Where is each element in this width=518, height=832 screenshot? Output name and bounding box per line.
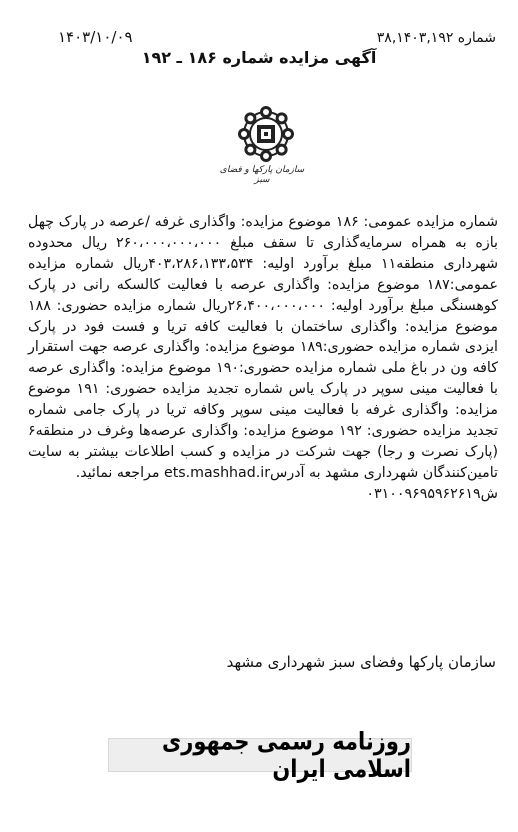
issuing-organization: سازمان پارکها وفضای سبز شهرداری مشهد xyxy=(226,653,496,671)
logo-caption: سازمان پارکها و فضای سبز xyxy=(219,165,305,185)
newspaper-stamp xyxy=(108,727,412,783)
tracking-number: ش۰۳۱۰۰۹۶۹۵۹۶۲۶۱۹ xyxy=(366,485,498,502)
announcement-body xyxy=(28,212,498,505)
announcement-paragraph: شماره مزایده عمومی: ۱۸۶ موضوع مزایده: واگذاری غرفه /عرصه در پارک چهل بازه به همراه سرمایه‌گذاری تا سقف مبلغ ۲۶۰،۰۰۰،۰۰۰،۰۰۰ ریال محدوده شهرداری منطقه۱۱ مبلغ برآورد اولیه: ۴۰۳،۲۸۶،۱۳۳،۵۳۴ریال شماره مزایده عمومی:۱۸۷ موضوع مزایده: واگذاری عرصه با فعالیت کالسکه رانی در پارک کوهسنگی مبلغ برآورد اولیه: ۲۶،۴۰۰،۰۰۰،۰۰۰ریال شماره مزایده حضوری: ۱۸۸ موضوع مزایده: واگذاری ساختمان با فعالیت کافه تریا و فست فود در پارک ایزدی شماره مزایده حضوری:۱۸۹ موضوع مزایده: واگذاری عرصه جهت استقرار کافه ون در باغ ملی شماره مزایده حضوری:۱۹۰ موضوع مزایده: واگذاری عرصه با فعالیت مینی سوپر در پارک یاس شماره تجدید مزایده حضوری: ۱۹۱ موضوع مزایده: واگذاری غرفه با فعالیت مینی سوپر وکافه تریا در پارک جامی شماره تجدید مزایده حضوری: ۱۹۲ موضوع مزایده: واگذاری عرصه‌ها وغرف در منطقه۶ (پارک نصرت و رجا) جهت شرکت در مزایده و کسب اطلاعات بیشتر به سایت تامین‌کنندگان شهرداری مشهد به آدرسets.mashhad.ir مراجعه نمائید. xyxy=(28,214,498,481)
newspaper-stamp-text: روزنامه رسمی جمهوری اسلامی ایران xyxy=(161,727,411,783)
reference-number: شماره ۳۸,۱۴۰۳,۱۹۲ xyxy=(376,30,496,46)
page-title: آگهی مزایده شماره ۱۸۶ ـ ۱۹۲ xyxy=(141,48,377,67)
date: ۱۴۰۳/۱۰/۰۹ xyxy=(58,28,133,46)
